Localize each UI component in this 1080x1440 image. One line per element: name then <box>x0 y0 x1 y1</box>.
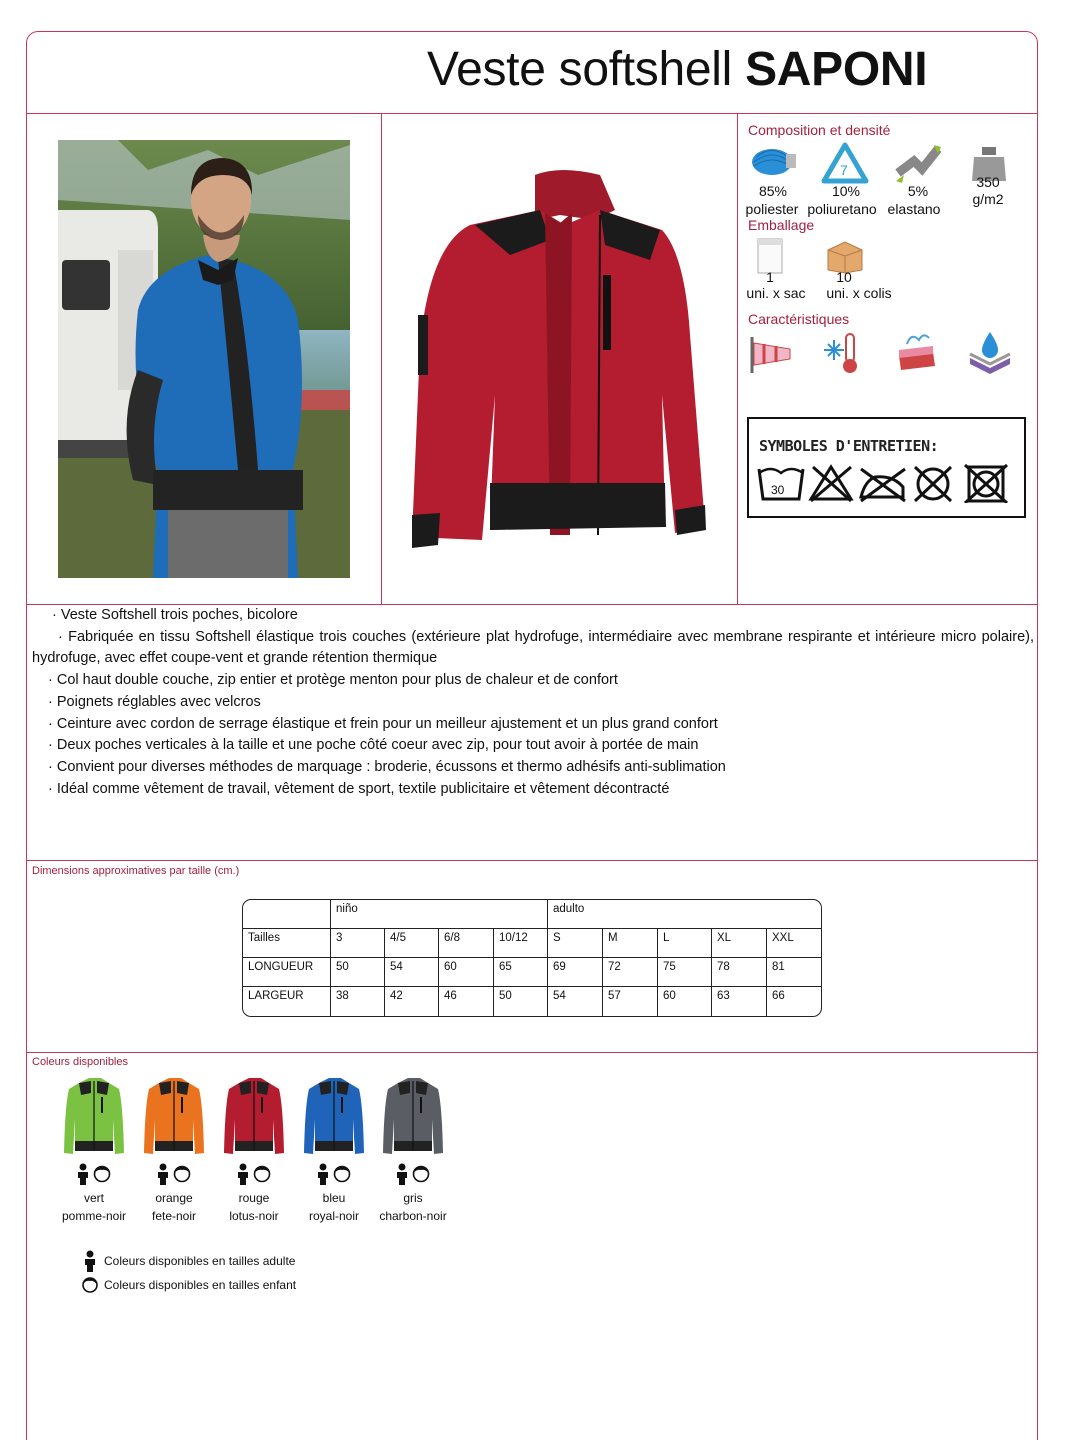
packaging-unit: uni. x sac <box>746 285 806 301</box>
description-line: · Convient pour diverses méthodes de marquage : broderie, écussons et thermo adhésifs anti-sublimation <box>48 758 726 775</box>
windproof-icon <box>746 333 796 375</box>
colour-subname: lotus-noir <box>229 1209 279 1223</box>
table-cell: L <box>658 929 712 958</box>
kid-icon <box>95 1166 110 1181</box>
description-line: · Poignets réglables avec velcros <box>48 693 261 710</box>
table-cell: 60 <box>658 987 712 1016</box>
description-line: · Ceinture avec cordon de serrage élastique et frein pour un meilleur ajustement et un plus grand confort <box>48 715 718 732</box>
table-cell: 75 <box>658 958 712 987</box>
kid-icon <box>175 1166 190 1181</box>
description-line: · Deux poches verticales à la taille et une poche côté coeur avec zip, pour tout avoir à portée de main <box>48 737 699 754</box>
product-description <box>32 605 1034 800</box>
description-line: · Idéal comme vêtement de travail, vêtement de sport, textile publicitaire et vêtement décontracté <box>48 780 670 797</box>
waterproof-icon <box>966 328 1014 376</box>
kid-icon <box>82 1276 98 1294</box>
packaging-unit: uni. x colis <box>826 285 892 301</box>
legend-kid-label: Coleurs disponibles en tailles enfant <box>104 1278 297 1292</box>
model-photo <box>58 140 350 578</box>
table-cell: 46 <box>439 987 494 1016</box>
table-cell: M <box>603 929 658 958</box>
colour-subname: fete-noir <box>151 1209 197 1223</box>
no-dryclean-icon <box>915 467 951 501</box>
table-cell: 78 <box>712 958 767 987</box>
dimensions-heading: Dimensions approximatives par taille (cm.) <box>32 865 240 877</box>
table-cell: 81 <box>767 958 821 987</box>
jacket-swatch-icon <box>61 1075 127 1157</box>
table-row <box>243 900 821 929</box>
table-row <box>243 987 821 1016</box>
kid-icon <box>255 1166 270 1181</box>
table-row <box>243 929 821 958</box>
divider <box>26 1052 1038 1053</box>
adult-icon <box>318 1164 328 1186</box>
legend-kid <box>82 1276 296 1294</box>
adult-icon <box>82 1250 98 1272</box>
packaging-heading: Emballage <box>748 217 815 233</box>
adult-icon <box>238 1164 248 1186</box>
colour-name: rouge <box>238 1191 270 1205</box>
title-prefix: Veste softshell <box>427 43 733 96</box>
colour-option[interactable] <box>54 1075 134 1225</box>
colour-option[interactable] <box>294 1075 374 1225</box>
wash-30-icon <box>759 469 803 499</box>
adult-icon <box>78 1164 88 1186</box>
colour-subname: royal-noir <box>308 1209 359 1223</box>
thermal-icon <box>820 330 868 376</box>
product-name: SAPONI <box>745 43 928 96</box>
adult-icon <box>397 1164 407 1186</box>
colour-option[interactable] <box>134 1075 214 1225</box>
divider <box>26 113 1038 114</box>
group-kids: niño <box>331 900 548 929</box>
composition-material: poliuretano <box>807 201 877 217</box>
table-cell <box>243 900 331 929</box>
colour-name: gris <box>403 1191 423 1205</box>
svg-text:7: 7 <box>840 162 848 178</box>
table-cell: 65 <box>494 958 548 987</box>
breathable-icon <box>893 330 941 376</box>
description-line: · Fabriquée en tissu Softshell élastique trois couches (extérieure plat hydrofuge, intermédiaire avec membrane respirante et intérieure micro polaire), hydrofuge, avec effet coupe-vent et grande rétention thermique <box>32 628 1034 667</box>
table-cell: 42 <box>385 987 439 1016</box>
group-adults: adulto <box>548 900 821 929</box>
care-heading: SYMBOLES D'ENTRETIEN: <box>759 437 939 455</box>
table-cell: 6/8 <box>439 929 494 958</box>
table-cell: S <box>548 929 603 958</box>
colour-name: orange <box>155 1191 193 1205</box>
features-heading: Caractéristiques <box>748 311 850 327</box>
table-cell: 50 <box>494 987 548 1016</box>
divider <box>737 113 738 604</box>
table-cell: XL <box>712 929 767 958</box>
colour-subname: charbon-noir <box>379 1209 447 1223</box>
colours-heading: Coleurs disponibles <box>32 1056 128 1068</box>
no-bleach-icon <box>811 467 851 501</box>
description-line: · Col haut double couche, zip entier et protège menton pour plus de chaleur et de confort <box>48 672 618 689</box>
size-icons <box>393 1163 433 1185</box>
legend-adult-label: Coleurs disponibles en tailles adulte <box>104 1254 296 1268</box>
table-row <box>243 958 821 987</box>
divider <box>381 113 382 604</box>
table-cell: 54 <box>385 958 439 987</box>
packaging-qty: 1 <box>766 269 774 285</box>
table-cell: XXL <box>767 929 821 958</box>
table-cell: 63 <box>712 987 767 1016</box>
description-line: · Veste Softshell trois poches, bicolore <box>52 607 298 623</box>
size-icons <box>74 1163 114 1185</box>
size-icons <box>314 1163 354 1185</box>
composition-material: elastano <box>887 201 941 217</box>
colour-subname: pomme-noir <box>61 1209 127 1223</box>
elastic-icon <box>894 143 942 185</box>
yarn-spool-icon <box>746 142 798 182</box>
table-cell: 66 <box>772 990 785 1002</box>
composition-percent: 350 <box>976 174 1000 190</box>
row-label: LARGEUR <box>243 987 331 1016</box>
composition-percent: 10% <box>831 183 861 199</box>
kid-icon <box>414 1166 429 1181</box>
jacket-swatch-icon <box>141 1075 207 1157</box>
wash-temp: 30 <box>771 483 785 497</box>
no-iron-icon <box>861 469 905 501</box>
composition-heading: Composition et densité <box>748 122 891 138</box>
page-title <box>427 42 927 98</box>
jacket-swatch-icon <box>221 1075 287 1157</box>
size-icons <box>234 1163 274 1185</box>
jacket-swatch-icon <box>380 1075 446 1157</box>
colour-name: vert <box>83 1191 104 1205</box>
composition-material: g/m2 <box>972 191 1004 207</box>
table-cell: 69 <box>548 958 603 987</box>
table-cell: 57 <box>603 987 658 1016</box>
table-cell: 50 <box>331 958 385 987</box>
table-cell: 38 <box>331 987 385 1016</box>
size-icons <box>154 1163 194 1185</box>
adult-icon <box>158 1164 168 1186</box>
kid-icon <box>335 1166 350 1181</box>
care-symbols <box>755 463 1021 503</box>
divider <box>26 860 1038 861</box>
colour-option[interactable] <box>373 1075 453 1225</box>
legend-adult <box>82 1250 295 1272</box>
table-cell: 4/5 <box>385 929 439 958</box>
colour-name: bleu <box>322 1191 346 1205</box>
packaging-qty: 10 <box>836 269 852 285</box>
composition-percent: 5% <box>907 183 929 199</box>
recycle-icon <box>820 141 870 185</box>
table-cell: 10/12 <box>494 929 548 958</box>
jacket-swatch-icon <box>301 1075 367 1157</box>
care-box <box>747 417 1026 518</box>
table-cell: 72 <box>603 958 658 987</box>
composition-material: poliester <box>745 201 799 217</box>
colour-option[interactable] <box>214 1075 294 1225</box>
size-table <box>242 899 822 1017</box>
table-cell: 54 <box>548 987 603 1016</box>
table-cell: 3 <box>331 929 385 958</box>
composition-percent: 85% <box>758 183 788 199</box>
row-label: Tailles <box>243 929 331 958</box>
jacket-photo <box>400 165 715 560</box>
table-cell: 60 <box>439 958 494 987</box>
no-tumble-dry-icon <box>965 465 1007 503</box>
row-label: LONGUEUR <box>243 958 331 987</box>
